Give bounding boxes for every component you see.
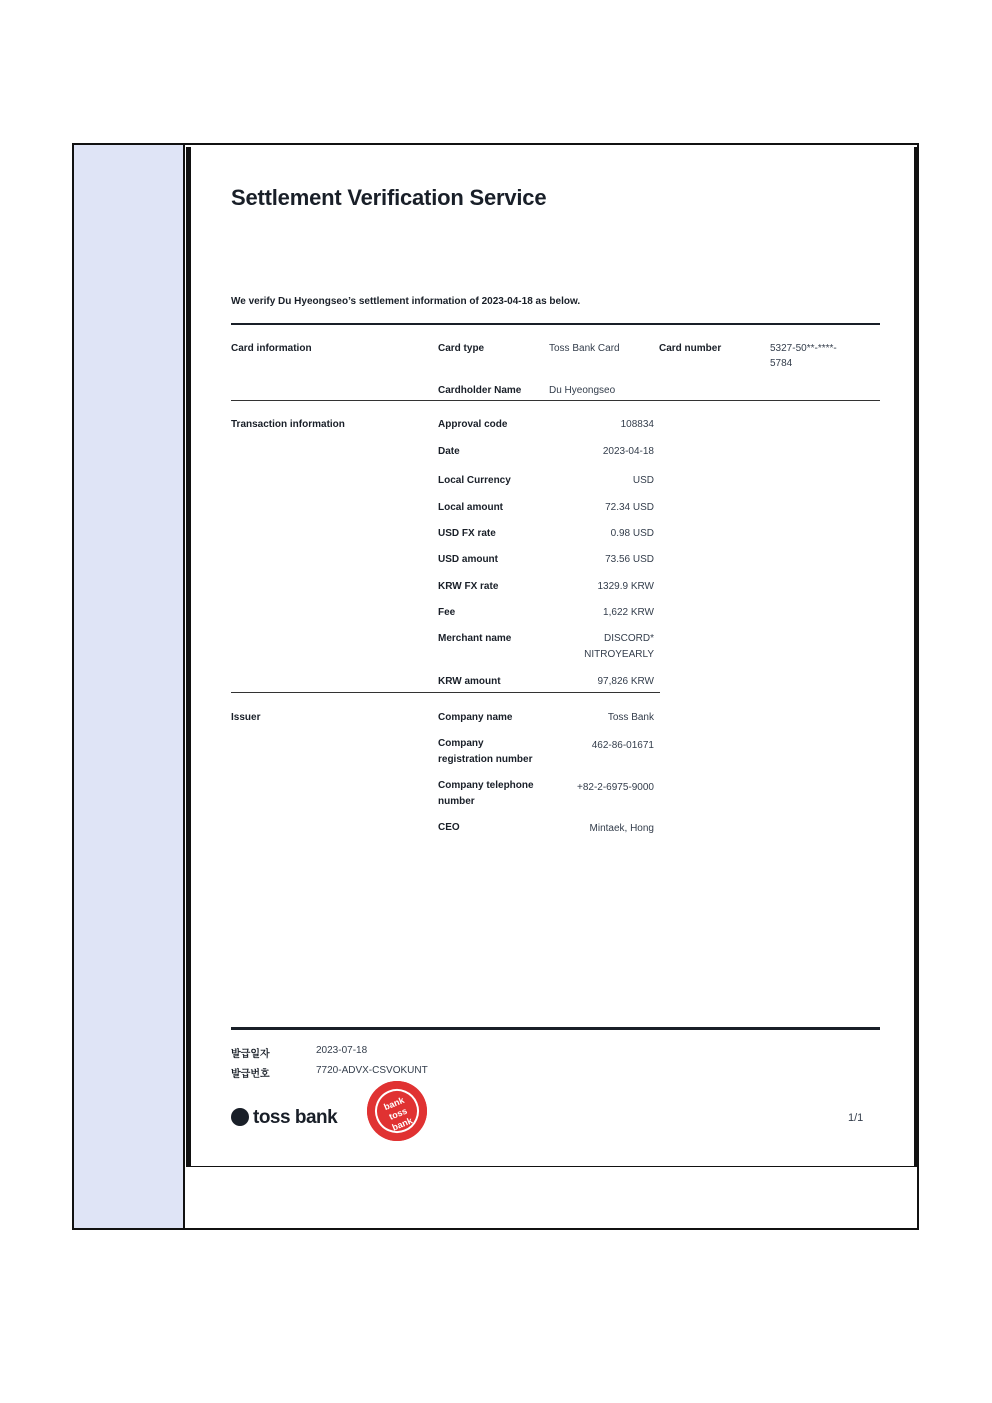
issue-date-label: 발급일자 (231, 1049, 270, 1060)
registration-number-label-line-1: Company (438, 738, 484, 749)
approval-code-label: Approval code (438, 419, 508, 430)
card-type-label: Card type (438, 343, 485, 354)
krw-amount-label: KRW amount (438, 676, 501, 687)
toss-logo-icon (231, 1108, 249, 1126)
merchant-name-value-line-1: DISCORD* (603, 633, 654, 644)
date-value: 2023-04-18 (602, 446, 654, 457)
issue-number-label: 발급번호 (231, 1069, 270, 1080)
registration-number-value: 462-86-01671 (591, 740, 654, 751)
cardholder-label: Cardholder Name (438, 385, 522, 396)
date-label: Date (438, 446, 460, 457)
company-telephone-label-line-1: Company telephone (438, 780, 534, 791)
usd-fx-rate-label: USD FX rate (438, 528, 496, 539)
krw-amount-value: 97,826 KRW (597, 676, 654, 687)
card-number-value-line-1: 5327-50**-****- (770, 343, 837, 354)
local-currency-label: Local Currency (438, 475, 511, 486)
intro-text: We verify Du Hyeongseo’s settlement information of 2023-04-18 as below. (231, 296, 581, 307)
settlement-document (186, 147, 919, 1167)
ceo-value: Mintaek, Hong (589, 823, 654, 834)
merchant-name-label: Merchant name (438, 633, 512, 644)
issue-date-value: 2023-07-18 (316, 1045, 368, 1056)
card-number-label: Card number (659, 343, 722, 354)
company-name-value: Toss Bank (607, 712, 654, 723)
krw-fx-rate-label: KRW FX rate (438, 581, 499, 592)
local-currency-value: USD (632, 475, 654, 486)
transaction-information-label: Transaction information (231, 419, 345, 430)
usd-amount-value: 73.56 USD (605, 554, 654, 565)
ceo-label: CEO (438, 822, 460, 833)
local-amount-label: Local amount (438, 502, 504, 513)
cardholder-value: Du Hyeongseo (549, 385, 616, 396)
company-name-label: Company name (438, 712, 513, 723)
approval-code-value: 108834 (620, 419, 654, 430)
toss-bank-logo (231, 1107, 337, 1129)
merchant-name-value-line-2: NITROYEARLY (584, 649, 654, 660)
company-telephone-label-line-2: number (438, 796, 475, 807)
issue-number-value: 7720-ADVX-CSVOKUNT (316, 1065, 428, 1076)
toss-bank-logo-text: toss bank (253, 1107, 338, 1128)
transaction-section-divider (231, 692, 660, 693)
usd-fx-rate-value: 0.98 USD (610, 528, 654, 539)
page-number: 1/1 (848, 1112, 864, 1124)
fee-value: 1,622 KRW (603, 607, 654, 618)
card-section-divider (231, 400, 880, 401)
registration-number-label-line-2: registration number (438, 754, 533, 765)
krw-fx-rate-value: 1329.9 KRW (597, 581, 654, 592)
company-telephone-value: +82-2-6975-9000 (576, 782, 654, 793)
company-seal (367, 1081, 427, 1141)
card-number-value-line-2: 5784 (770, 358, 793, 369)
card-type-value: Toss Bank Card (549, 343, 620, 354)
sidebar-panel (74, 145, 185, 1228)
header-divider (231, 323, 880, 325)
issuer-label: Issuer (231, 712, 261, 723)
usd-amount-label: USD amount (438, 554, 498, 565)
local-amount-value: 72.34 USD (605, 502, 654, 513)
card-information-label: Card information (231, 343, 312, 354)
document-title: Settlement Verification Service (231, 185, 547, 210)
seal-text: bank toss bank (368, 1082, 425, 1139)
fee-label: Fee (438, 607, 456, 618)
document-frame (72, 143, 919, 1230)
footer-divider (231, 1027, 880, 1030)
